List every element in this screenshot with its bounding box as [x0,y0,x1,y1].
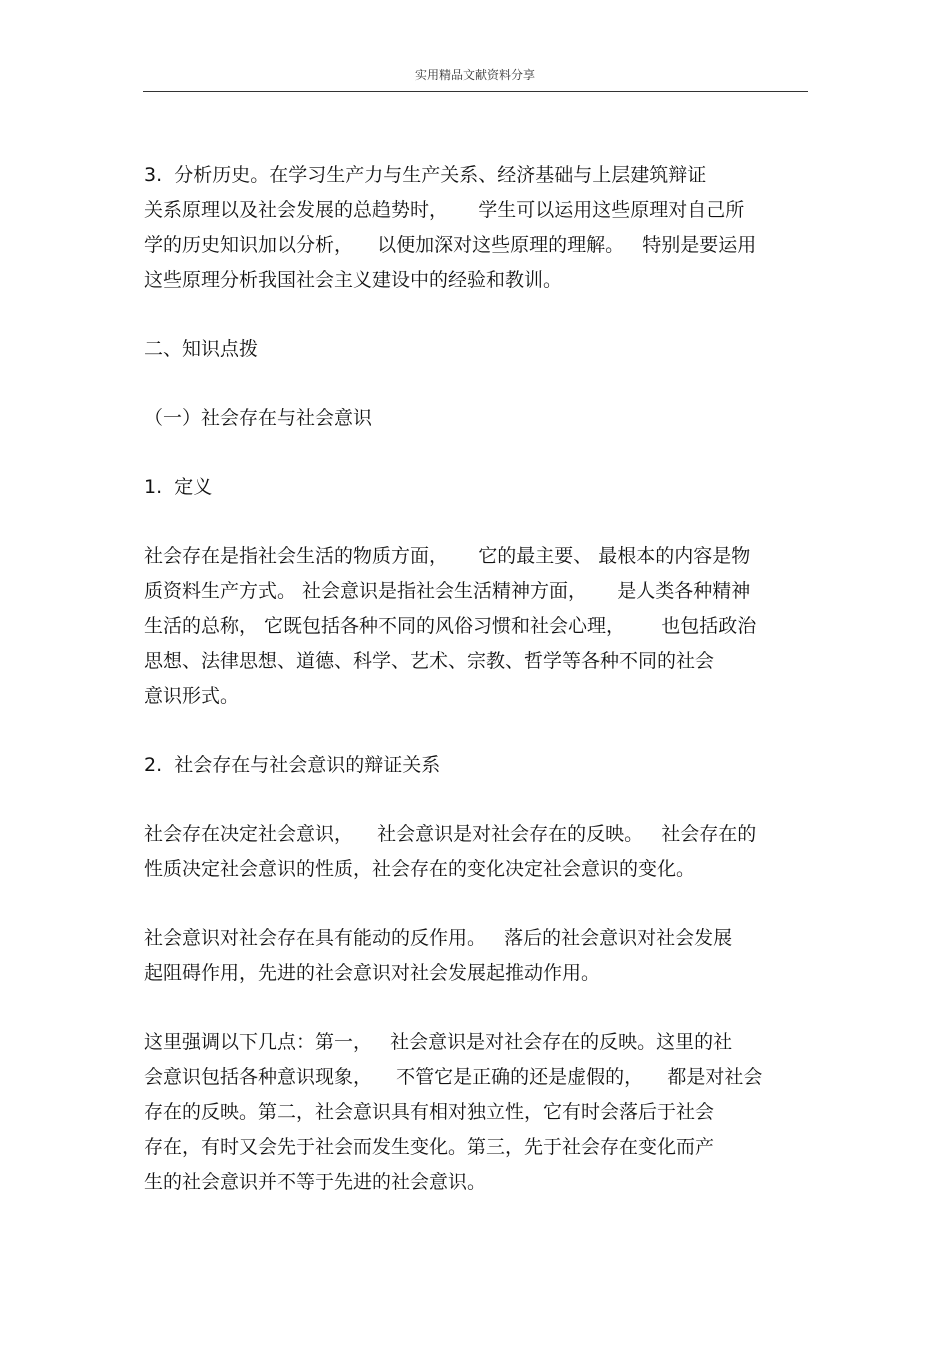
text-line: 二、知识点拨 [144,338,259,360]
text-line: 2. 社会存在与社会意识的辩证关系 [144,754,441,776]
text-line: 意识形式。 [144,685,240,707]
text-line: 存在，有时又会先于社会而发生变化。第三，先于社会存在变化而产 [144,1136,715,1158]
paragraph-emphasis [144,1025,809,1200]
paragraph-reaction [144,921,809,991]
page-header-title: 实用精品文献资料分享 [414,68,535,82]
text-line: 这里强调以下几点：第一， 社会意识是对社会存在的反映。这里的社 [144,1031,733,1053]
text-line: 关系原理以及社会发展的总趋势时， 学生可以运用这些原理对自己所 [144,199,745,221]
section-heading-knowledge-points [144,332,809,367]
text-line: 存在的反映。第二，社会意识具有相对独立性，它有时会落后于社会 [144,1101,715,1123]
text-line: 性质决定社会意识的性质，社会存在的变化决定社会意识的变化。 [144,858,696,880]
text-line: 起阻碍作用，先进的社会意识对社会发展起推动作用。 [144,962,601,984]
text-line: 这些原理分析我国社会主义建设中的经验和教训。 [144,269,563,291]
paragraph-determination [144,817,809,887]
text-line: （一）社会存在与社会意识 [144,407,373,429]
paragraph-analyze-history [144,158,809,298]
paragraph-definition [144,539,809,714]
text-line: 社会存在决定社会意识， 社会意识是对社会存在的反映。 社会存在的 [144,823,757,845]
header-divider [143,91,808,92]
text-line: 1. 定义 [144,476,213,498]
document-body [144,158,809,1200]
text-line: 会意识包括各种意识现象， 不管它是正确的还是虚假的， 都是对社会 [144,1066,763,1088]
text-line: 生活的总称， 它既包括各种不同的风俗习惯和社会心理， 也包括政治 [144,615,757,637]
item-heading-dialectical-relation [144,748,809,783]
text-line: 3. 分析历史。在学习生产力与生产关系、经济基础与上层建筑辩证 [144,164,707,186]
subsection-heading-social-existence [144,401,809,436]
text-line: 质资料生产方式。 社会意识是指社会生活精神方面， 是人类各种精神 [144,580,751,602]
text-line: 生的社会意识并不等于先进的社会意识。 [144,1171,487,1193]
text-line: 社会意识对社会存在具有能动的反作用。 落后的社会意识对社会发展 [144,927,733,949]
text-line: 学的历史知识加以分析， 以便加深对这些原理的理解。 特别是要运用 [144,234,757,256]
text-line: 社会存在是指社会生活的物质方面， 它的最主要、 最根本的内容是物 [144,545,751,567]
item-heading-definition [144,470,809,505]
text-line: 思想、法律思想、道德、科学、艺术、宗教、哲学等各种不同的社会 [144,650,715,672]
